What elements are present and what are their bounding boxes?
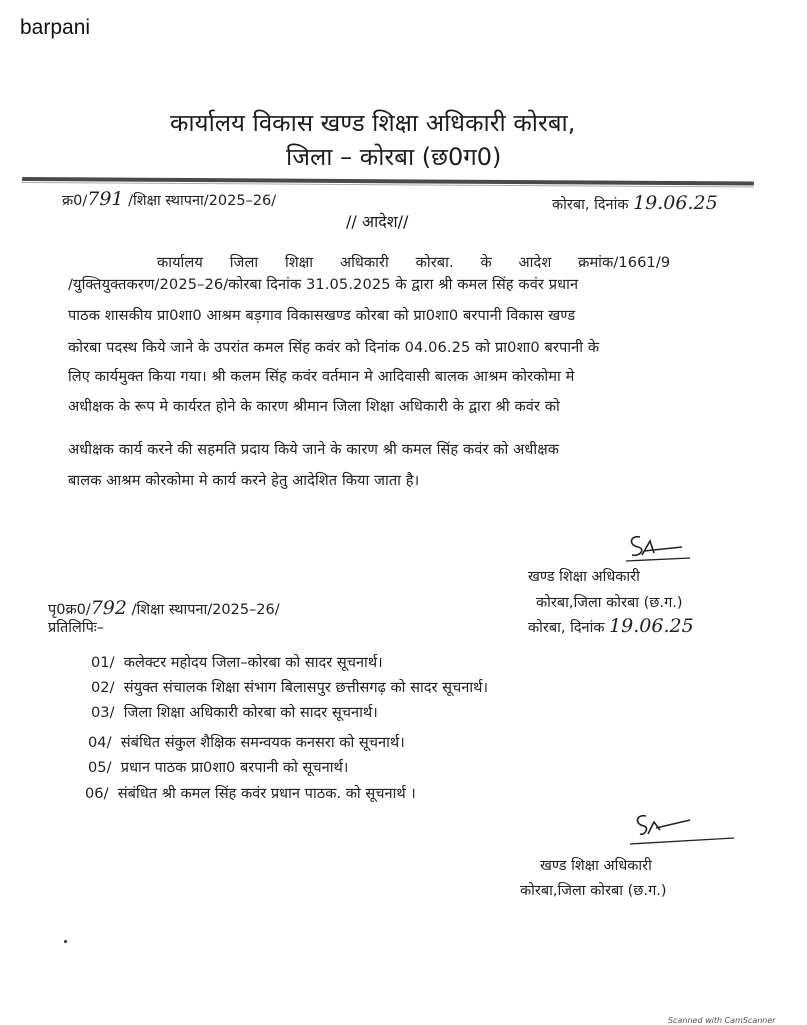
signature-mark [628,808,738,848]
copy-item [91,677,488,697]
caption: barpani [20,16,91,39]
copy-item-text: कलेक्टर महोदय जिला–कोरबा को सादर सूचनार्थ। [123,654,383,671]
copy-item-number: 06/ [85,785,109,802]
body-line: लिए कार्यमुक्त किया गया। श्री कलम सिंह कवंर वर्तमान मे आदिवासी बालक आश्रम कोरकोमा मे [68,368,575,385]
order-title: // आदेश// [346,212,409,231]
body-line: कोरबा पदस्थ किये जाने के उपरांत कमल सिंह कवंर को दिनांक 04.06.25 को प्रा0शा0 बरपानी के [68,339,600,356]
order-reference [62,188,276,210]
body-line: अधीक्षक के रूप मे कार्यरत होने के कारण श्रीमान जिला शिक्षा अधिकारी के द्वारा श्री कवंर को [68,398,560,415]
copy-item [88,757,348,777]
signature-place-date [528,615,694,637]
signatory-title: खण्ड शिक्षा अधिकारी [528,569,640,585]
reference-number: 791 [87,188,124,210]
order-place-date [552,192,718,214]
letterhead-line-2: जिला – कोरबा (छ0ग0) [286,143,502,171]
letterhead-line-1: कार्यालय विकास खण्ड शिक्षा अधिकारी कोरबा, [170,109,576,137]
signature-date: 19.06.25 [609,615,694,637]
copy-item-text: संबंधित संकुल शैक्षिक समन्वयक कनसरा को सूचनार्थ। [120,734,405,751]
copy-item [85,783,416,803]
copy-item-text: प्रधान पाठक प्रा0शा0 बरपानी को सूचनार्थ। [120,759,349,776]
place-label: कोरबा, दिनांक [552,197,634,213]
copy-reference-number: 792 [90,597,127,619]
copy-item-text: संबंधित श्री कमल सिंह कवंर प्रधान पाठक. को सूचनार्थ । [117,785,416,802]
body-line: पाठक शासकीय प्रा0शा0 आश्रम बड़गाव विकासखण्ड कोरबा को प्रा0शा0 बरपानी विकास खण्ड [68,307,576,324]
copy-item-number: 02/ [91,679,115,696]
reference-prefix: क्र0/ [62,193,88,209]
signatory-office: कोरबा,जिला कोरबा (छ.ग.) [520,883,667,899]
signatory-title: खण्ड शिक्षा अधिकारी [540,858,652,874]
copy-reference-prefix: पृ0क्र0/ [48,602,91,618]
body-line: बालक आश्रम कोरकोमा मे कार्य करने हेतु आदेशित किया जाता है। [68,472,420,489]
place-label: कोरबा, दिनांक [528,620,610,636]
copy-item-text: संयुक्त संचालक शिक्षा संभाग बिलासपुर छत्तीसगढ़ को सादर सूचनार्थ। [123,679,488,696]
body-line: कार्यालय जिला शिक्षा अधिकारी कोरबा. के आदेश क्रमांक/1661/9 [157,254,671,271]
body-line: /युक्तियुक्तकरण/2025–26/कोरबा दिनांक 31.05.2025 के द्वारा श्री कमल सिंह कवंर प्रधान [68,276,579,293]
order-date: 19.06.25 [633,192,718,214]
signature-mark [622,533,692,563]
copy-item-text: जिला शिक्षा अधिकारी कोरबा को सादर सूचनार्थ। [123,704,378,721]
copy-item-number: 01/ [91,654,115,671]
copy-item-number: 04/ [88,734,112,751]
copy-label: प्रतिलिपिः– [48,620,105,636]
copy-item [91,652,383,672]
scan-speck [64,940,67,943]
copy-item-number: 03/ [91,704,115,721]
copy-item-number: 05/ [88,759,112,776]
copy-reference-suffix: /शिक्षा स्थापना/2025–26/ [126,602,280,618]
signatory-office: कोरबा,जिला कोरबा (छ.ग.) [536,595,683,611]
reference-suffix: /शिक्षा स्थापना/2025–26/ [123,193,277,209]
copy-item [88,732,405,752]
copy-item [91,702,378,722]
copy-reference [48,597,280,619]
scanner-watermark: Scanned with CamScanner [668,1016,776,1025]
body-line: अधीक्षक कार्य करने की सहमति प्रदाय किये जाने के कारण श्री कमल सिंह कवंर को अधीक्षक [68,441,560,458]
